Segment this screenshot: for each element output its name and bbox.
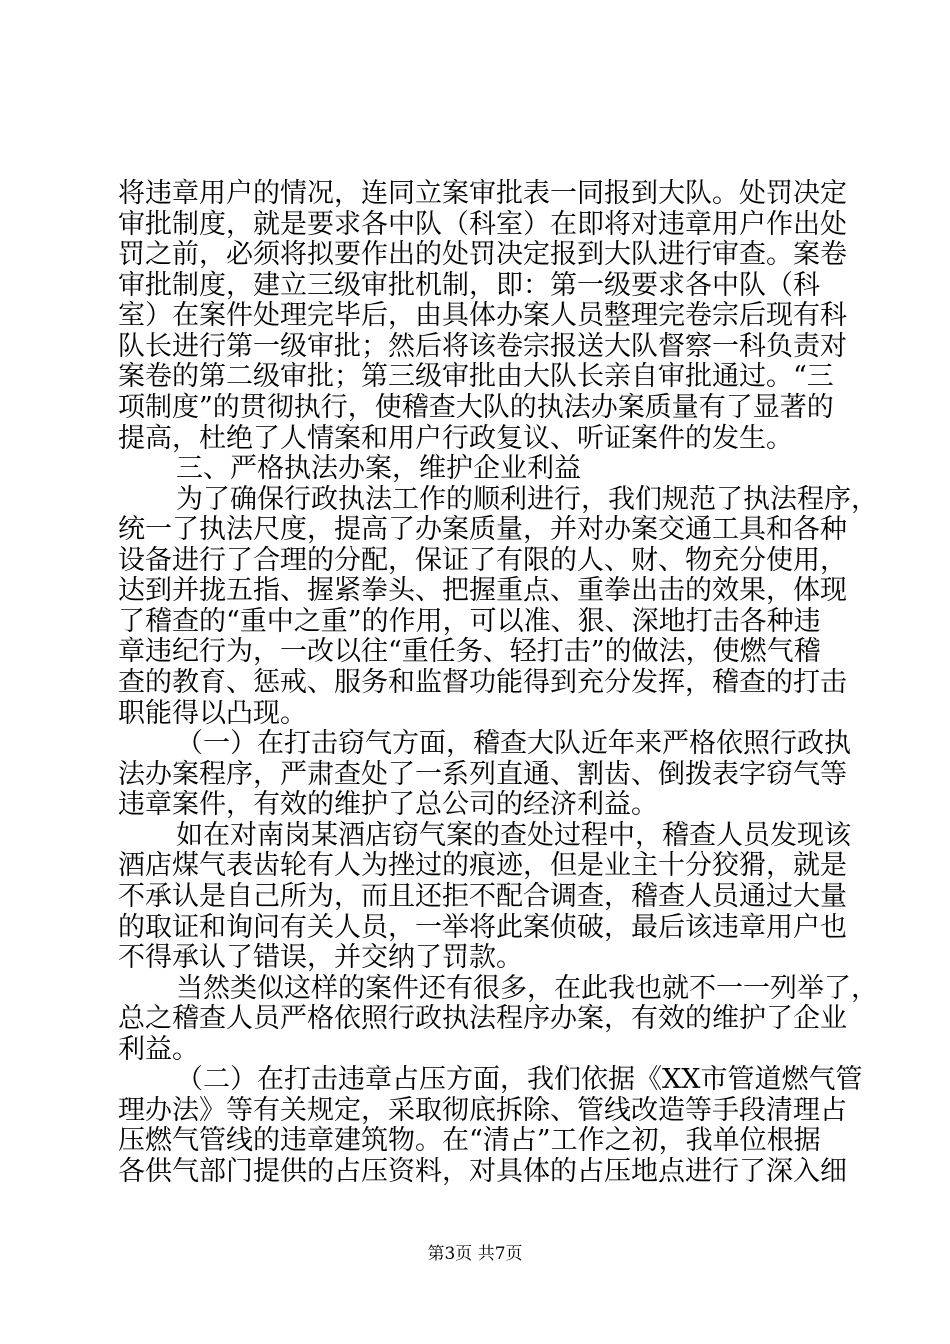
text-line: 案卷的第二级审批；第三级审批由大队长亲自审批通过。“三 (118, 361, 834, 393)
text-line: 队长进行第一级审批；然后将该卷宗报送大队督察一科负责对 (118, 330, 847, 362)
text-line: 提高，杜绝了人情案和用户行政复议、听证案件的发生。 (118, 422, 793, 454)
text-line: 酒店煤气表齿轮有人为挫过的痕迹，但是业主十分狡猾，就是 (118, 850, 847, 882)
text-line: 职能得以凸现。 (118, 697, 307, 729)
text-line: 如在对南岗某酒店窃气案的查处过程中，稽查人员发现该 (176, 819, 851, 851)
text-line: 为了确保行政执法工作的顺利进行，我们规范了执法程序， (176, 483, 878, 515)
text-line: 不得承认了错误，并交纳了罚款。 (118, 942, 523, 974)
text-line: 利益。 (118, 1033, 199, 1065)
section-heading: 三、严格执法办案，维护企业利益 (176, 453, 581, 485)
text-line: 查的教育、惩戒、服务和监督功能得到充分发挥，稽查的打击 (118, 667, 847, 698)
text-line: 室）在案件处理完毕后，由具体办案人员整理完卷宗后现有科 (118, 300, 847, 332)
text-line: 各供气部门提供的占压资料，对具体的占压地点进行了深入细 (118, 1156, 847, 1187)
page-number-footer: 第3页 共7页 (427, 1244, 523, 1264)
text-line: 违章案件，有效的维护了总公司的经济利益。 (118, 789, 658, 821)
text-line: （二）在打击违章占压方面，我们依据《XX市管道燃气管 (176, 1064, 863, 1096)
text-line: 当然类似这样的案件还有很多，在此我也就不一一列举了， (176, 972, 878, 1004)
text-line: 章违纪行为，一改以往“重任务、轻打击”的做法，使燃气稽 (118, 636, 821, 668)
text-line: 将违章用户的情况，连同立案审批表一同报到大队。处罚决定 (118, 178, 847, 209)
text-line: 设备进行了合理的分配，保证了有限的人、财、物充分使用， (118, 544, 847, 576)
text-line: 的取证和询问有关人员，一举将此案侦破，最后该违章用户也 (118, 911, 847, 943)
text-line: 总之稽查人员严格依照行政执法程序办案，有效的维护了企业 (118, 1003, 847, 1035)
text-line: 罚之前，必须将拟要作出的处罚决定报到大队进行审查。案卷 (118, 239, 847, 271)
text-line: 审批制度，建立三级审批机制，即：第一级要求各中队（科 (118, 269, 820, 301)
text-line: 压燃气管线的违章建筑物。在“清占”工作之初，我单位根据 (118, 1125, 821, 1157)
text-line: 了稽查的“重中之重”的作用，可以准、狠、深地打击各种违 (118, 605, 821, 637)
text-line: 不承认是自己所为，而且还拒不配合调查，稽查人员通过大量 (118, 880, 847, 912)
text-line: 审批制度，就是要求各中队（科室）在即将对违章用户作出处 (118, 208, 847, 240)
text-line: 达到并拢五指、握紧拳头、把握重点、重拳出击的效果，体现 (118, 575, 847, 607)
text-line: （一）在打击窃气方面，稽查大队近年来严格依照行政执 (176, 728, 851, 760)
text-line: 理办法》等有关规定，采取彻底拆除、管线改造等手段清理占 (118, 1094, 847, 1126)
text-line: 项制度”的贯彻执行，使稽查大队的执法办案质量有了显著的 (118, 391, 834, 423)
text-line: 法办案程序，严肃查处了一系列直通、割齿、倒拨表字窃气等 (118, 758, 847, 790)
text-line: 统一了执法尺度，提高了办案质量，并对办案交通工具和各种 (118, 514, 847, 546)
